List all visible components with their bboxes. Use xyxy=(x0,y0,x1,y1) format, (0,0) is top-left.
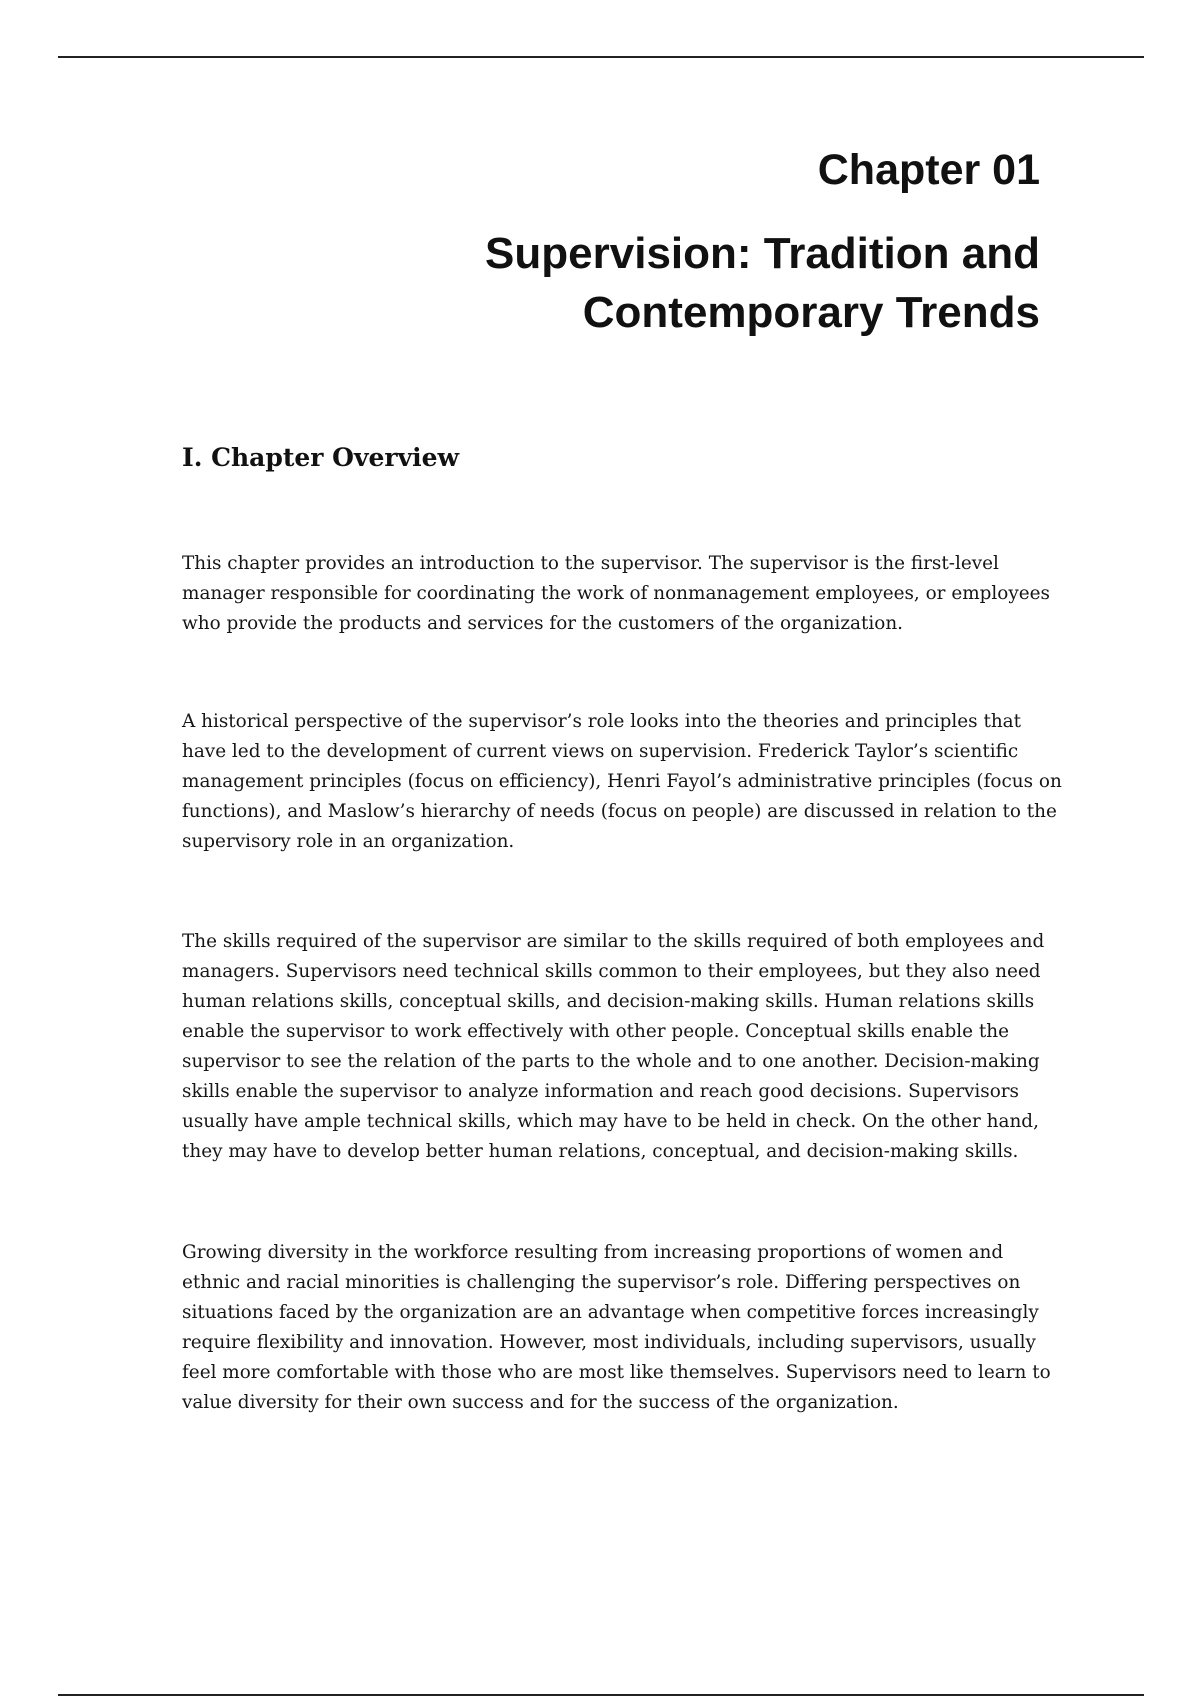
bottom-rule xyxy=(58,1694,1144,1696)
chapter-title: Supervision: Tradition and Contemporary Trends xyxy=(485,229,1040,337)
overview-paragraph-4: Growing diversity in the workforce resulting from increasing proportions of women and ethnic and racial minorities is challenging the supervisor’s role. Differing perspectives on situations faced by the organization are an advantage when competitive forces increasingly require flexibility and innovation. However, most individuals, including supervisors, usually feel more comfortable with those who are most like themselves. Supervisors need to learn to value diversity for their own success and for the success of the organization. xyxy=(182,1242,1051,1413)
section-heading: I. Chapter Overview xyxy=(182,443,460,472)
chapter-header xyxy=(340,142,1040,342)
top-rule xyxy=(58,56,1144,58)
overview-paragraph-1: This chapter provides an introduction to the supervisor. The supervisor is the first-level manager responsible for coordinating the work of nonmanagement employees, or employees who provide the products and services for the customers of the organization. xyxy=(182,553,1050,634)
overview-paragraph-3: The skills required of the supervisor are similar to the skills required of both employees and managers. Supervisors need technical skills common to their employees, but they also need human relations skills, conceptual skills, and decision-making skills. Human relations skills enable the supervisor to work effectively with other people. Conceptual skills enable the supervisor to see the relation of the parts to the whole and to one another. Decision-making skills enable the supervisor to analyze information and reach good decisions. Supervisors usually have ample technical skills, which may have to be held in check. On the other hand, they may have to develop better human relations, conceptual, and decision-making skills. xyxy=(182,931,1045,1162)
chapter-number: Chapter 01 xyxy=(817,146,1040,194)
overview-paragraph-2: A historical perspective of the supervisor’s role looks into the theories and principles that have led to the development of current views on supervision. Frederick Taylor’s scientific management principles (focus on efficiency), Henri Fayol’s administrative principles (focus on functions), and Maslow’s hierarchy of needs (focus on people) are discussed in relation to the supervisory role in an organization. xyxy=(182,711,1062,852)
